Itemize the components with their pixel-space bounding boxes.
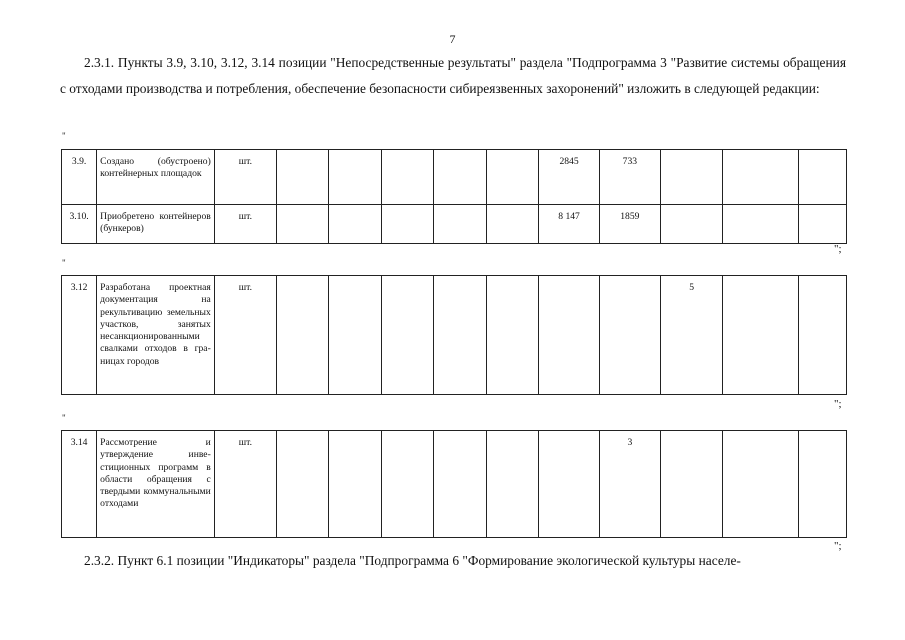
table-row	[62, 431, 847, 538]
empty-cell	[381, 431, 433, 538]
table-row	[62, 276, 847, 395]
row-number: 3.12	[62, 276, 97, 395]
empty-cell	[329, 150, 381, 205]
empty-cell	[798, 205, 846, 244]
empty-cell	[329, 431, 381, 538]
value-cell	[661, 431, 723, 538]
empty-cell	[723, 205, 798, 244]
paragraph-2-3-2: 2.3.2. Пункт 6.1 позиции "Индикаторы" раздела "Подпрограмма 6 "Формирование экологической культуры населе-	[84, 553, 741, 568]
paragraph-2-3-1: 2.3.1. Пункты 3.9, 3.10, 3.12, 3.14 позиции "Непосредственные результаты" раздела "Подпрограмма 3 "Развитие системы обращения с отходами производства и потребления, обеспечение безопасности сибиреязвенных захоронений" изложить в следующей редакции:	[60, 55, 846, 96]
empty-cell	[277, 431, 329, 538]
empty-cell	[433, 205, 486, 244]
row-unit: шт.	[214, 205, 276, 244]
value-cell	[661, 150, 723, 205]
results-table-1	[61, 149, 847, 244]
empty-cell	[277, 276, 329, 395]
row-unit: шт.	[214, 276, 276, 395]
results-table-3	[61, 430, 847, 538]
value-cell: 5	[661, 276, 723, 395]
empty-cell	[723, 276, 798, 395]
value-cell: 733	[599, 150, 660, 205]
empty-cell	[487, 205, 539, 244]
empty-cell	[381, 150, 433, 205]
quote-open-1: "	[62, 131, 66, 141]
value-cell	[661, 205, 723, 244]
value-cell: 2845	[539, 150, 599, 205]
value-cell: 8 147	[539, 205, 599, 244]
empty-cell	[329, 276, 381, 395]
table-row	[62, 150, 847, 205]
quote-close-2: ";	[834, 398, 842, 410]
table-row	[62, 205, 847, 244]
row-number: 3.9.	[62, 150, 97, 205]
quote-close-1: ";	[834, 243, 842, 255]
results-table-2	[61, 275, 847, 395]
quote-open-2: "	[62, 258, 66, 268]
empty-cell	[487, 431, 539, 538]
row-name: Рассмотрение и утверждение инвестиционных программ в области обращения с твердыми коммунальными отходами	[97, 431, 215, 538]
value-cell	[539, 276, 599, 395]
quote-open-3: "	[62, 413, 66, 423]
empty-cell	[381, 276, 433, 395]
empty-cell	[487, 276, 539, 395]
empty-cell	[433, 150, 486, 205]
empty-cell	[381, 205, 433, 244]
row-name: Приобретено контейнеров (бункеров)	[97, 205, 215, 244]
value-cell: 1859	[599, 205, 660, 244]
empty-cell	[798, 150, 846, 205]
page-number: 7	[449, 32, 456, 46]
empty-cell	[277, 150, 329, 205]
empty-cell	[329, 205, 381, 244]
quote-close-3: ";	[834, 540, 842, 552]
empty-cell	[723, 431, 798, 538]
empty-cell	[487, 150, 539, 205]
value-cell: 3	[599, 431, 660, 538]
row-name: Создано (обустроено) контейнерных площадок	[97, 150, 215, 205]
empty-cell	[798, 431, 846, 538]
row-number: 3.10.	[62, 205, 97, 244]
empty-cell	[798, 276, 846, 395]
empty-cell	[433, 431, 486, 538]
row-name: Разработана проектная документация на рекультивацию земельных участков, занятых несанкционированными свалками отходов в границах городов	[97, 276, 215, 395]
empty-cell	[277, 205, 329, 244]
row-unit: шт.	[214, 431, 276, 538]
empty-cell	[433, 276, 486, 395]
row-number: 3.14	[62, 431, 97, 538]
empty-cell	[723, 150, 798, 205]
value-cell	[539, 431, 599, 538]
value-cell	[599, 276, 660, 395]
row-unit: шт.	[214, 150, 276, 205]
